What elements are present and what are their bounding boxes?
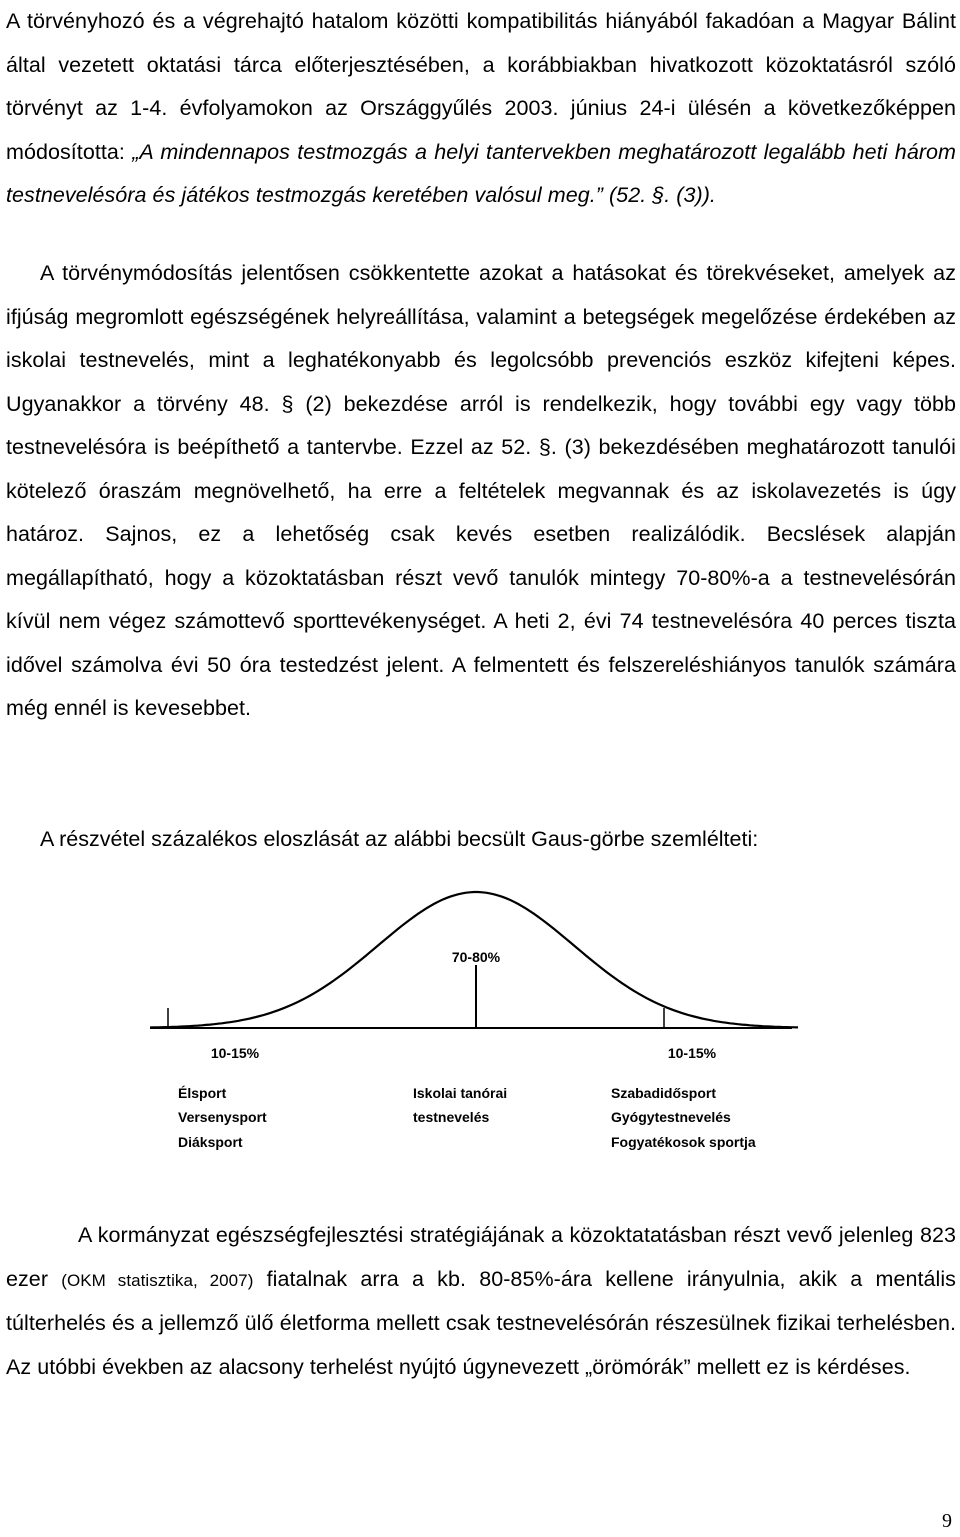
- right-item: Gyógytestnevelés: [611, 1109, 731, 1125]
- right-percent-label: 10-15%: [667, 1045, 717, 1061]
- left-item: Diáksport: [178, 1134, 243, 1150]
- right-item: Fogyatékosok sportja: [611, 1134, 756, 1150]
- paragraph-text: A kormányzat egészségfejlesztési stratégiájának a közoktatatásban részt vevő jelenleg 823 ezer: [6, 1223, 956, 1291]
- paragraph-text: A törvényhozó és a végrehajtó hatalom közötti kompatibilitás hiányából fakadóan a Magyar Bálint által vezetett oktatási tárca előterjesztésében, a korábbiakban hivatkozott közoktatásról szóló törvényt az 1-4. évfolyamokon az Országgyűlés 2003. június 24-i ülésén a következőképpen módosította:: [6, 9, 956, 164]
- peak-label: 70-80%: [451, 949, 501, 965]
- right-item: Szabadidősport: [611, 1085, 717, 1101]
- paragraph-text: fiatalnak arra a kb. 80-85%-ára kellene irányulnia, akik a mentális túlterhelés és a jellemző ülő életforma mellett csak testnevelésórán részesülnek fizikai terhelésben. Az utóbbi években az alacsony terhelést nyújtó úgynevezett „örömórák” mellett ez is kérdéses.: [6, 1266, 956, 1379]
- left-percent-label: 10-15%: [210, 1045, 260, 1061]
- page-number: 9: [942, 1510, 952, 1532]
- center-item: testnevelés: [413, 1109, 490, 1125]
- paragraph-text: A törvénymódosítás jelentősen csökkentette azokat a hatásokat és törekvéseket, amelyek az ifjúság megromlott egészségének helyreállítása, valamint a betegségek megelőzése érdekében az iskolai testnevelés, mint a leghatékonyabb és legolcsóbb prevenciós eszköz kifejteni képes. Ugyanakkor a törvény 48. § (2) bekezdése arról is rendelkezik, hogy további egy vagy több testnevelésóra is beépíthető a tantervbe. Ezzel az 52. §. (3) bekezdésében meghatározott tanulói kötelező óraszám megnövelhető, ha erre a feltételek megvannak és az iskolavezetés is úgy határoz. Sajnos, ez a lehetőség csak kevés esetben realizálódik. Becslések alapján megállapítható, hogy a közoktatásban részt vevő tanulók mintegy 70-80%-a a testnevelésórán kívül nem végez számottevő sporttevékenységet. A heti 2, évi 74 testnevelésóra 40 perces tiszta idővel számolva évi 50 óra testedzést jelent. A felmentett és felszereléshiányos tanulók számára még ennél is kevesebbet.: [6, 261, 956, 720]
- left-item: Élsport: [178, 1085, 227, 1101]
- gauss-curve-figure: [0, 850, 960, 1170]
- left-item: Versenysport: [178, 1109, 267, 1125]
- citation: (OKM statisztika, 2007): [61, 1270, 254, 1290]
- paragraph-law-amendment: [6, 0, 956, 218]
- figure-caption: A részvétel százalékos eloszlását az alábbi becsült Gaus-görbe szemlélteti:: [40, 827, 759, 851]
- paragraph-consequences: [6, 252, 956, 731]
- center-item: Iskolai tanórai: [413, 1085, 508, 1101]
- law-quote: „A mindennapos testmozgás a helyi tantervekben meghatározott legalább heti három testnevelésóra és játékos testmozgás keretében valósul meg.” (52. §. (3)).: [6, 139, 956, 207]
- paragraph-strategy: [6, 1214, 956, 1389]
